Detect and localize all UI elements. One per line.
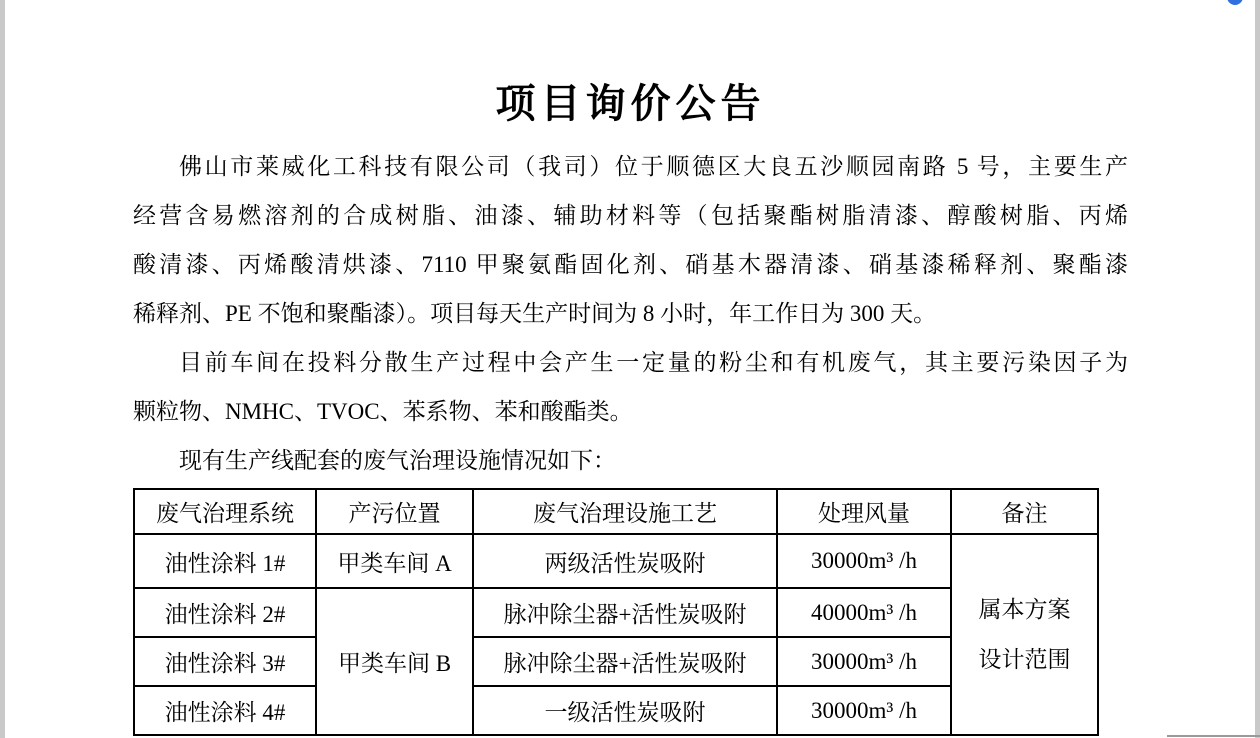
table-header-row — [134, 489, 1098, 534]
cell-system: 油性涂料 4# — [134, 686, 316, 735]
paragraph-line: 佛山市莱威化工科技有限公司（我司）位于顺德区大良五沙顺园南路 5 号，主要生产 — [179, 154, 1128, 179]
page-title: 项目询价公告 — [495, 81, 766, 126]
col-header-process: 废气治理设施工艺 — [473, 489, 777, 534]
col-header-system: 废气治理系统 — [134, 489, 316, 534]
cell-system: 油性涂料 2# — [134, 588, 316, 637]
paragraph-line: 颗粒物、NMHC、TVOC、苯系物、苯和酸酯类。 — [133, 399, 633, 424]
page-edge-line — [1167, 735, 1260, 737]
cell-airflow: 30000m³ /h — [777, 534, 951, 588]
col-header-remark: 备注 — [951, 489, 1098, 534]
col-header-airflow: 处理风量 — [777, 489, 951, 534]
presence-avatar-icon[interactable] — [1227, 0, 1243, 5]
canvas-right-edge — [1255, 0, 1260, 738]
cell-process: 脉冲除尘器+活性炭吸附 — [473, 588, 777, 637]
col-header-location: 产污位置 — [316, 489, 473, 534]
cell-process: 脉冲除尘器+活性炭吸附 — [473, 637, 777, 686]
paragraph-line: 稀释剂、PE 不饱和聚酯漆）。项目每天生产时间为 8 小时，年工作日为 300 天。 — [133, 301, 937, 326]
cell-system: 油性涂料 3# — [134, 637, 316, 686]
cell-remark — [951, 534, 1098, 735]
cell-system: 油性涂料 1# — [134, 534, 316, 588]
cell-airflow: 40000m³ /h — [777, 588, 951, 637]
paragraph-line: 经营含易燃溶剂的合成树脂、油漆、辅助材料等（包括聚酯树脂清漆、醇酸树脂、丙烯 — [133, 203, 1128, 228]
waste-gas-table — [133, 488, 1099, 736]
cell-process: 一级活性炭吸附 — [473, 686, 777, 735]
cell-process: 两级活性炭吸附 — [473, 534, 777, 588]
cell-location: 甲类车间 B — [316, 588, 473, 735]
remark-text: 属本方案 — [978, 596, 1071, 622]
remark-text: 设计范围 — [978, 646, 1071, 672]
cell-airflow: 30000m³ /h — [777, 686, 951, 735]
table-row — [134, 534, 1098, 588]
paragraph-line: 现有生产线配套的废气治理设施情况如下： — [179, 448, 616, 473]
paragraph-line: 目前车间在投料分散生产过程中会产生一定量的粉尘和有机废气，其主要污染因子为 — [179, 350, 1128, 375]
canvas-left-edge — [0, 0, 5, 738]
cell-location: 甲类车间 A — [316, 534, 473, 588]
cell-airflow: 30000m³ /h — [777, 637, 951, 686]
paragraph-line: 酸清漆、丙烯酸清烘漆、7110 甲聚氨酯固化剂、硝基木器清漆、硝基漆稀释剂、聚酯漆 — [133, 252, 1128, 277]
document-body — [133, 142, 1128, 485]
